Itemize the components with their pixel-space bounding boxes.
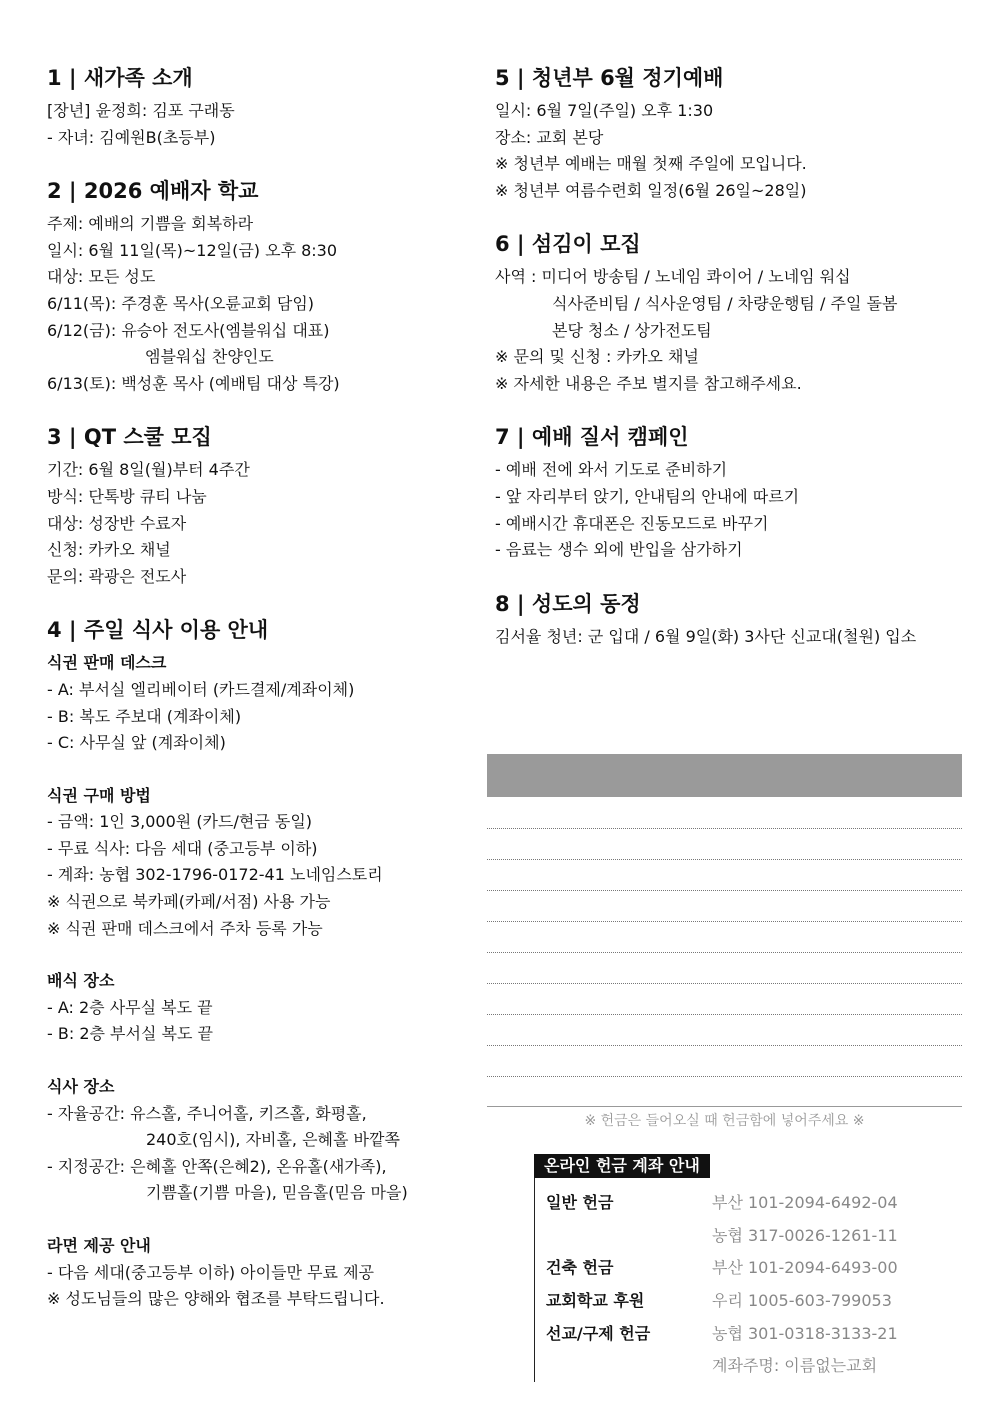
section-title: 8 | 성도의 동정 — [495, 591, 641, 616]
text-line: 대상: 모든 성도 — [47, 267, 156, 287]
subheading: 식권 판매 데스크 — [47, 653, 167, 673]
text-line: 김서율 청년: 군 입대 / 6월 9일(화) 3사단 신교대(철원) 입소 — [495, 626, 917, 646]
right-column — [495, 64, 965, 650]
text-line: [장년] 윤정희: 김포 구래동 — [47, 101, 235, 120]
text-line: ※ 자세한 내용은 주보 별지를 참고해주세요. — [495, 373, 802, 393]
memo-line — [487, 828, 962, 829]
section-worship-school — [47, 177, 477, 397]
text-line: 일시: 6월 11일(목)~12일(금) 오후 8:30 — [47, 240, 338, 260]
text-line: - 자율공간: 유스홀, 주니어홀, 키즈홀, 화평홀, — [47, 1103, 367, 1123]
account-row — [546, 1255, 613, 1278]
account-label: 건축 헌금 — [546, 1258, 614, 1277]
text-line: - 자녀: 김예원B(초등부) — [47, 127, 216, 147]
memo-line — [487, 1045, 962, 1046]
memo-line — [487, 952, 962, 953]
text-line: - C: 사무실 앞 (계좌이체) — [47, 733, 226, 753]
text-line: ※ 식권으로 북카페(카페/서점) 사용 가능 — [47, 892, 331, 912]
spacer — [47, 590, 477, 616]
text-line: ※ 청년부 여름수련회 일정(6월 26일~28일) — [495, 180, 807, 200]
text-line: 240호(임시), 자비홀, 은혜홀 바깥쪽 — [146, 1130, 400, 1150]
offering-account-title: 온라인 헌금 계좌 안내 — [534, 1154, 710, 1178]
text-line: 기쁨홀(기쁨 마을), 믿음홀(믿음 마을) — [146, 1183, 408, 1203]
section-volunteers — [495, 230, 965, 397]
memo-bottom-rule — [487, 1106, 962, 1107]
offering-notice: ※ 헌금은 들어오실 때 헌금함에 넣어주세요 ※ — [584, 1113, 865, 1129]
subheading: 식권 구매 방법 — [47, 785, 151, 805]
text-line: - A: 2층 사무실 복도 끝 — [47, 997, 213, 1017]
memo-line — [487, 890, 962, 891]
section-title: 1 | 새가족 소개 — [47, 66, 193, 90]
text-line: - 예배 전에 와서 기도로 준비하기 — [495, 460, 728, 480]
text-line: - B: 2층 부서실 복도 끝 — [47, 1024, 213, 1044]
section-new-family — [47, 64, 477, 151]
spacer — [47, 757, 477, 783]
section-title: 6 | 섬김이 모집 — [495, 232, 641, 257]
left-column — [47, 64, 477, 1313]
account-number: 농협 301-0318-3133-21 — [712, 1324, 898, 1343]
text-line: 방식: 단톡방 큐티 나눔 — [47, 486, 207, 506]
text-line: 대상: 성장반 수료자 — [47, 513, 187, 533]
section-qt-school — [47, 423, 477, 590]
subheading: 배식 장소 — [47, 971, 115, 991]
text-line: 장소: 교회 본당 — [495, 127, 604, 147]
spacer — [47, 151, 477, 177]
account-label: 선교/구제 헌금 — [546, 1324, 651, 1343]
text-line: - 계좌: 농협 302-1796-0172-41 노네임스토리 — [47, 865, 383, 885]
text-line: 사역 : 미디어 방송팀 / 노네임 콰이어 / 노네임 워십 — [495, 267, 851, 287]
spacer — [47, 1207, 477, 1233]
text-line: - 금액: 1인 3,000원 (카드/현금 동일) — [47, 812, 313, 832]
spacer — [47, 942, 477, 968]
text-line: ※ 청년부 예배는 매월 첫째 주일에 모입니다. — [495, 154, 807, 174]
account-label: 일반 헌금 — [546, 1193, 614, 1212]
memo-line — [487, 859, 962, 860]
text-line: ※ 식권 판매 데스크에서 주차 등록 가능 — [47, 918, 323, 938]
spacer — [495, 204, 965, 230]
spacer — [495, 564, 965, 590]
text-line: 기간: 6월 8일(월)부터 4주간 — [47, 460, 250, 480]
text-line: - 무료 식사: 다음 세대 (중고등부 이하) — [47, 838, 318, 858]
account-row — [546, 1321, 650, 1344]
text-line: ※ 문의 및 신청 : 카카오 채널 — [495, 347, 699, 367]
text-line: - 예배시간 휴대폰은 진동모드로 바꾸기 — [495, 513, 769, 533]
subheading: 라면 제공 안내 — [47, 1236, 151, 1255]
account-label: 교회학교 후원 — [546, 1291, 645, 1310]
section-title: 4 | 주일 식사 이용 안내 — [47, 618, 269, 643]
memo-line — [487, 983, 962, 984]
text-line: - 음료는 생수 외에 반입을 삼가하기 — [495, 540, 743, 560]
section-worship-order — [495, 423, 965, 563]
memo-line — [487, 921, 962, 922]
text-line: 본당 청소 / 상가전도팀 — [552, 320, 712, 340]
section-member-news — [495, 590, 965, 651]
account-holder: 계좌주명: 이름없는교회 — [712, 1356, 878, 1375]
text-line: 6/12(금): 유승아 전도사(엠블워십 대표) — [47, 320, 330, 340]
account-number: 농협 317-0026-1261-11 — [712, 1226, 898, 1245]
text-line: - A: 부서실 엘리베이터 (카드결제/계좌이체) — [47, 679, 355, 699]
text-line: 주제: 예배의 기쁨을 회복하라 — [47, 214, 254, 234]
text-line: - B: 복도 주보대 (계좌이체) — [47, 706, 242, 726]
text-line: 신청: 카카오 채널 — [47, 540, 171, 560]
account-number: 부산 101-2094-6493-00 — [712, 1258, 898, 1277]
section-title: 5 | 청년부 6월 정기예배 — [495, 66, 724, 90]
spacer — [47, 397, 477, 423]
text-line: 일시: 6월 7일(주일) 오후 1:30 — [495, 101, 714, 120]
memo-header-bar — [487, 754, 962, 797]
section-title: 2 | 2026 예배자 학교 — [47, 179, 259, 204]
text-line: 6/11(목): 주경훈 목사(오륜교회 담임) — [47, 293, 315, 313]
section-title: 3 | QT 스쿨 모집 — [47, 425, 212, 450]
account-row — [546, 1288, 644, 1311]
section-youth-worship — [495, 64, 965, 204]
text-line: - 지정공간: 은혜홀 안쪽(은혜2), 온유홀(새가족), — [47, 1156, 387, 1176]
spacer — [47, 1048, 477, 1074]
memo-line — [487, 1076, 962, 1077]
text-line: - 앞 자리부터 앉기, 안내팀의 안내에 따르기 — [495, 486, 800, 506]
account-number: 우리 1005-603-799053 — [712, 1291, 892, 1310]
text-line: - 다음 세대(중고등부 이하) 아이들만 무료 제공 — [47, 1262, 374, 1282]
text-line: ※ 성도님들의 많은 양해와 협조를 부탁드립니다. — [47, 1289, 385, 1309]
memo-line — [487, 1014, 962, 1015]
subheading: 식사 장소 — [47, 1077, 115, 1097]
text-line: 6/13(토): 백성훈 목사 (예배팀 대상 특강) — [47, 373, 340, 393]
text-line: 식사준비팀 / 식사운영팀 / 차량운행팀 / 주일 돌봄 — [552, 293, 898, 313]
text-line: 문의: 곽광은 전도사 — [47, 566, 187, 586]
spacer — [495, 397, 965, 423]
section-meal-guide — [47, 616, 477, 1312]
section-title: 7 | 예배 질서 캠페인 — [495, 425, 689, 450]
text-line: 엠블워십 찬양인도 — [145, 347, 274, 367]
account-row — [546, 1190, 613, 1213]
account-number: 부산 101-2094-6492-04 — [712, 1193, 898, 1212]
